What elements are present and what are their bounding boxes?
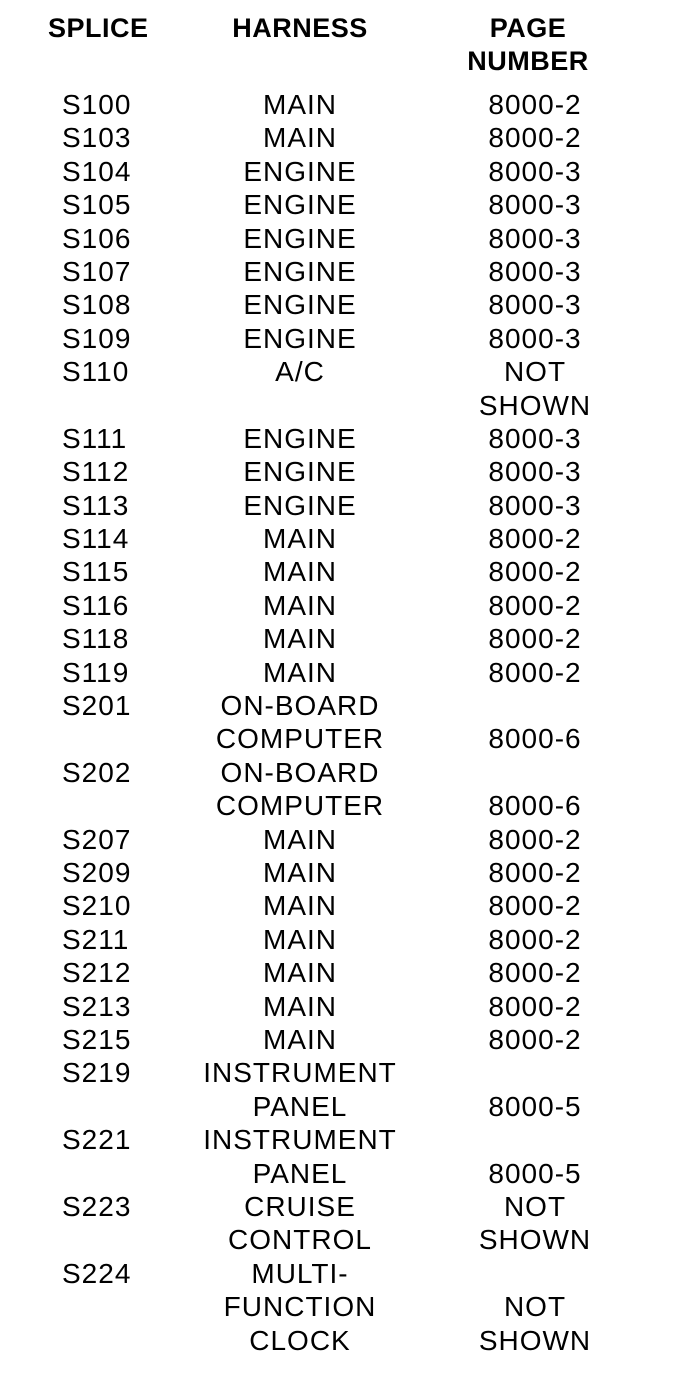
- page-number: 8000-2: [488, 623, 582, 655]
- table-row: [0, 355, 688, 422]
- table-row: [0, 923, 688, 956]
- page-number: 8000-2: [488, 523, 582, 555]
- splice-id: S211: [62, 923, 130, 955]
- splice-id: S119: [62, 656, 130, 688]
- splice-id: S209: [62, 857, 132, 889]
- harness-name: ENGINE: [243, 456, 357, 488]
- harness-name: ENGINE: [243, 489, 357, 521]
- page-number: 8000-3: [488, 489, 582, 521]
- table-row: [0, 990, 688, 1023]
- harness-name: CRUISE CONTROL: [228, 1190, 372, 1256]
- harness-name: ENGINE: [243, 155, 357, 187]
- table-row: [0, 1056, 688, 1123]
- harness-name: MAIN: [263, 556, 337, 588]
- page-number: 8000-2: [488, 589, 582, 621]
- table-row: [0, 422, 688, 455]
- header-page-number: PAGE NUMBER: [467, 13, 589, 76]
- splice-id: S114: [62, 523, 130, 555]
- table-row: [0, 1023, 688, 1056]
- page-number: 8000-5: [488, 1090, 582, 1122]
- splice-id: S105: [62, 189, 132, 221]
- splice-id: S215: [62, 1023, 132, 1055]
- harness-name: MAIN: [263, 589, 337, 621]
- splice-id: S207: [62, 823, 132, 855]
- header-harness: HARNESS: [232, 13, 368, 43]
- page-number: 8000-2: [488, 556, 582, 588]
- harness-name: INSTRUMENT PANEL: [203, 1057, 397, 1122]
- table-row: [0, 522, 688, 555]
- splice-id: S202: [62, 756, 132, 788]
- table-row: [0, 1123, 688, 1190]
- page-number: NOT SHOWN: [478, 1190, 592, 1256]
- splice-id: S118: [62, 623, 130, 655]
- harness-name: INSTRUMENT PANEL: [203, 1124, 397, 1189]
- table-row: [0, 589, 688, 622]
- page-number: 8000-2: [488, 89, 582, 120]
- table-row: [0, 889, 688, 922]
- page-number: 8000-6: [488, 790, 582, 822]
- page-number: 8000-2: [488, 890, 582, 922]
- page-number: NOT SHOWN: [478, 1291, 592, 1356]
- table-row: [0, 489, 688, 522]
- harness-name: MAIN: [263, 1023, 337, 1055]
- harness-name: A/C: [275, 356, 325, 388]
- table-body: [0, 88, 688, 1357]
- table-row: [0, 1190, 688, 1257]
- page-number: 8000-3: [488, 456, 582, 488]
- harness-name: ENGINE: [243, 189, 357, 221]
- splice-id: S110: [62, 356, 130, 388]
- page-number: 8000-2: [488, 857, 582, 889]
- table-row: [0, 823, 688, 856]
- table-row: [0, 255, 688, 288]
- splice-id: S107: [62, 255, 132, 287]
- harness-name: ON-BOARD COMPUTER: [215, 756, 385, 822]
- page-number: 8000-3: [488, 255, 582, 287]
- harness-name: MAIN: [263, 823, 337, 855]
- harness-name: MAIN: [263, 523, 337, 555]
- splice-id: S103: [62, 122, 132, 154]
- page-number: 8000-2: [488, 1023, 582, 1055]
- splice-id: S111: [62, 422, 128, 454]
- table-row: [0, 322, 688, 355]
- table-header: [0, 12, 688, 82]
- table-row: [0, 121, 688, 154]
- page-number: 8000-3: [488, 189, 582, 221]
- harness-name: MAIN: [263, 656, 337, 688]
- page-number: 8000-2: [488, 923, 582, 955]
- table-row: [0, 555, 688, 588]
- splice-id: S201: [62, 690, 132, 722]
- page-number: NOT SHOWN: [478, 356, 592, 421]
- page-number: 8000-6: [488, 723, 582, 755]
- splice-id: S113: [62, 489, 130, 521]
- harness-name: MAIN: [263, 990, 337, 1022]
- harness-name: MAIN: [263, 122, 337, 154]
- splice-id: S104: [62, 155, 132, 187]
- page-number: 8000-2: [488, 656, 582, 688]
- harness-name: MULTI- FUNCTION CLOCK: [223, 1257, 377, 1356]
- splice-id: S100: [62, 89, 132, 120]
- header-splice: SPLICE: [48, 13, 149, 43]
- harness-name: ON-BOARD COMPUTER: [215, 690, 385, 755]
- splice-id: S219: [62, 1057, 132, 1089]
- table-row: [0, 455, 688, 488]
- splice-id: S210: [62, 890, 132, 922]
- page-number: 8000-2: [488, 823, 582, 855]
- table-row: [0, 622, 688, 655]
- table-row: [0, 1257, 688, 1357]
- splice-id: S109: [62, 322, 132, 354]
- harness-name: ENGINE: [243, 255, 357, 287]
- page-number: 8000-2: [488, 122, 582, 154]
- harness-name: ENGINE: [243, 222, 357, 254]
- splice-id: S223: [62, 1190, 132, 1222]
- page-number: 8000-3: [488, 289, 582, 321]
- splice-id: S115: [62, 556, 130, 588]
- table-row: [0, 288, 688, 321]
- table-row: [0, 756, 688, 823]
- page-number: 8000-3: [488, 422, 582, 454]
- harness-name: MAIN: [263, 923, 337, 955]
- table-row: [0, 222, 688, 255]
- page-number: 8000-2: [488, 990, 582, 1022]
- page-number: 8000-2: [488, 957, 582, 989]
- splice-id: S116: [62, 589, 130, 621]
- table-row: [0, 155, 688, 188]
- harness-name: MAIN: [263, 89, 337, 120]
- splice-id: S112: [62, 456, 130, 488]
- table-row: [0, 956, 688, 989]
- page-number: 8000-3: [488, 155, 582, 187]
- harness-name: MAIN: [263, 890, 337, 922]
- harness-name: MAIN: [263, 957, 337, 989]
- page-number: 8000-3: [488, 322, 582, 354]
- table-row: [0, 689, 688, 756]
- harness-name: MAIN: [263, 857, 337, 889]
- table-row: [0, 88, 688, 121]
- table-row: [0, 188, 688, 221]
- page-number: 8000-3: [488, 222, 582, 254]
- table-row: [0, 656, 688, 689]
- page-number: 8000-5: [488, 1157, 582, 1189]
- table-row: [0, 856, 688, 889]
- splice-id: S213: [62, 990, 132, 1022]
- harness-name: ENGINE: [243, 422, 357, 454]
- splice-id: S221: [62, 1124, 132, 1156]
- harness-name: MAIN: [263, 623, 337, 655]
- splice-id: S106: [62, 222, 132, 254]
- harness-name: ENGINE: [243, 322, 357, 354]
- splice-id: S108: [62, 289, 132, 321]
- splice-id: S212: [62, 957, 132, 989]
- harness-name: ENGINE: [243, 289, 357, 321]
- splice-id: S224: [62, 1257, 132, 1289]
